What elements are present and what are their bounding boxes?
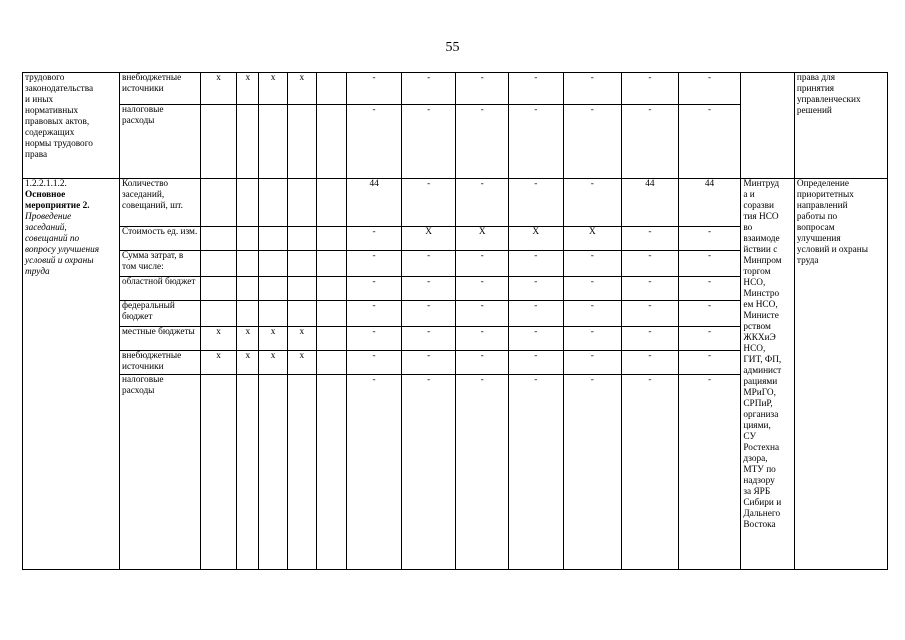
value-cell: - [622,277,679,301]
value-cell: X [401,227,456,251]
empty-cell [317,105,347,179]
x-mark-cell: x [259,73,287,105]
empty-cell [317,351,347,375]
x-mark-cell [200,105,236,179]
value-cell: - [622,227,679,251]
value-cell: - [456,251,509,277]
executor-line: Востока [743,520,776,530]
measures-table [22,72,888,570]
measure-name-cell [23,179,120,570]
value-cell: - [508,327,563,351]
result-line: улучшения [796,234,841,244]
measure-name-cell [23,73,120,179]
page-number: 55 [445,40,460,55]
x-mark-cell: x [200,351,236,375]
executor-line: НСО, [743,278,766,288]
value-cell: - [508,375,563,570]
value-cell: - [508,351,563,375]
x-mark-cell [259,301,287,327]
measure-description [25,212,99,277]
value-cell: - [456,351,509,375]
x-mark-cell: x [237,351,259,375]
value-cell: - [678,375,741,570]
value-cell: - [678,227,741,251]
executor-line: за ЯРБ [743,487,771,497]
measure-name-line: нормы трудового [25,139,93,149]
table-row [23,179,888,227]
measure-code: 1.2.2.1.1.2. [25,179,67,189]
value-cell: - [347,327,402,351]
executor-line: Министе [743,311,779,321]
value-cell: - [456,375,509,570]
value-cell: - [622,327,679,351]
executor-line: Минтруд [743,179,780,189]
measure-description-line: совещаний по [25,234,80,244]
empty-cell [317,179,347,227]
measure-name-line: трудового [25,73,65,83]
executor-line: организа [743,410,779,420]
value-cell: - [508,73,563,105]
value-cell: - [456,73,509,105]
value-cell: - [678,251,741,277]
value-cell: - [622,375,679,570]
value-cell: - [508,251,563,277]
empty-cell [317,73,347,105]
table-row [23,73,888,105]
result-cell [794,73,887,179]
row-label: областной бюджет [120,277,201,301]
executor-line: соразви [743,201,774,211]
result-line: работы по [796,212,838,222]
value-cell: - [678,105,741,179]
value-cell: 44 [678,179,741,227]
value-cell: - [678,277,741,301]
executor-line: ЖКХиЭ [743,333,776,343]
value-cell: - [622,251,679,277]
executor-line: а и [743,190,755,200]
value-cell: - [401,327,456,351]
x-mark-cell [287,105,316,179]
row-label: внебюджетные источники [120,73,201,105]
measure-name-line: и иных [25,95,54,105]
x-mark-cell: x [259,351,287,375]
x-mark-cell [237,179,259,227]
x-mark-cell [237,375,259,570]
value-cell: 44 [347,179,402,227]
executor-line: тия НСО [743,212,779,222]
x-mark-cell: x [200,327,236,351]
result-line: вопросам [796,223,835,233]
row-label: налоговые расходы [120,375,201,570]
x-mark-cell [259,105,287,179]
executor-line: йствии с [743,245,778,255]
executor-line: ГИТ, ФП, [743,355,782,365]
value-cell: - [508,179,563,227]
x-mark-cell: x [237,73,259,105]
executor-line: Сибири и [743,498,782,508]
value-cell: - [401,277,456,301]
value-cell: - [401,73,456,105]
executor-line: ем НСО, [743,300,778,310]
x-mark-cell [237,105,259,179]
row-label: Количество заседаний, совещаний, шт. [120,179,201,227]
measure-name-line: права [25,150,48,160]
value-cell: - [678,351,741,375]
result-line: права для [796,73,836,83]
result-line: принятия [796,84,835,94]
measure-description-line: вопросу улучшения [25,245,100,255]
empty-cell [317,375,347,570]
value-cell: - [347,277,402,301]
value-cell: - [401,301,456,327]
executor-line: во [743,223,753,233]
row-label: налоговые расходы [120,105,201,179]
value-cell: - [347,301,402,327]
measure-name-line: содержащих [25,128,75,138]
result-cell [794,179,887,570]
executor-line: СРПиР, [743,399,773,409]
row-label: Стоимость ед. изм. [120,227,201,251]
result-line: приоритетных [796,190,854,200]
value-cell: - [508,277,563,301]
x-mark-cell [200,251,236,277]
x-mark-cell: x [287,73,316,105]
x-mark-cell [259,251,287,277]
executor-line: СУ [743,432,757,442]
value-cell: - [401,105,456,179]
row-label: Сумма затрат, в том числе: [120,251,201,277]
x-mark-cell [287,179,316,227]
value-cell: - [347,227,402,251]
measure-description-line: заседаний, [25,223,67,233]
measure-description-line: условий и охраны [25,256,94,266]
measure-title: Основное мероприятие 2. [25,190,90,211]
measure-description-line: Проведение [25,212,72,222]
executor-line: МРиГО, [743,388,776,398]
x-mark-cell [237,277,259,301]
executor-line: дзора, [743,454,768,464]
x-mark-cell [287,277,316,301]
row-label: внебюджетные источники [120,351,201,375]
value-cell: - [622,351,679,375]
x-mark-cell [200,277,236,301]
x-mark-cell [287,251,316,277]
value-cell: - [563,73,622,105]
x-mark-cell [287,227,316,251]
x-mark-cell [200,301,236,327]
value-cell: - [563,327,622,351]
executor-line: Ростехна [743,443,780,453]
value-cell: - [678,327,741,351]
executor-cell [741,73,795,179]
value-cell: X [508,227,563,251]
value-cell: - [456,327,509,351]
empty-cell [317,251,347,277]
value-cell: - [563,301,622,327]
measure-name-line: нормативных [25,106,79,116]
value-cell: - [678,73,741,105]
result-line: труда [796,256,819,266]
x-mark-cell [237,301,259,327]
x-mark-cell [287,301,316,327]
row-label: федеральный бюджет [120,301,201,327]
x-mark-cell: x [287,327,316,351]
executor-line: циями, [743,421,771,431]
x-mark-cell: x [237,327,259,351]
value-cell: - [456,301,509,327]
x-mark-cell: x [200,73,236,105]
x-mark-cell: x [287,351,316,375]
empty-cell [317,327,347,351]
value-cell: - [563,351,622,375]
value-cell: - [347,73,402,105]
value-cell: - [508,301,563,327]
value-cell: X [456,227,509,251]
executor-line: НСО, [743,344,766,354]
result-line: решений [796,106,832,116]
result-line: управленческих [796,95,861,105]
value-cell: - [401,351,456,375]
x-mark-cell [259,227,287,251]
value-cell: - [347,105,402,179]
value-cell: - [563,251,622,277]
measure-name-line: законодательства [25,84,94,94]
result-line: Определение [796,179,849,189]
value-cell: - [563,105,622,179]
executor-line: Минстро [743,289,780,299]
value-cell: - [563,375,622,570]
result-line: условий и охраны [796,245,868,255]
value-cell: - [401,251,456,277]
measure-description-line: труда [25,267,50,277]
x-mark-cell [200,227,236,251]
value-cell: - [622,73,679,105]
executor-line: торгом [743,267,771,277]
empty-cell [317,227,347,251]
value-cell: - [622,301,679,327]
empty-cell [317,301,347,327]
executor-line: Минпром [743,256,782,266]
value-cell: - [563,179,622,227]
executor-line: рациями [743,377,778,387]
value-cell: - [456,179,509,227]
x-mark-cell [259,277,287,301]
value-cell: 44 [622,179,679,227]
executor-line: админист [743,366,782,376]
value-cell: - [508,105,563,179]
measure-name-line: правовых актов, [25,117,90,127]
x-mark-cell [200,179,236,227]
value-cell: - [456,105,509,179]
value-cell: - [456,277,509,301]
executor-line: надзору [743,476,775,486]
x-mark-cell [237,227,259,251]
result-line: направлений [796,201,848,211]
executor-cell [741,179,795,570]
value-cell: - [401,375,456,570]
value-cell: - [347,375,402,570]
x-mark-cell [259,179,287,227]
x-mark-cell [259,375,287,570]
empty-cell [317,277,347,301]
executor-line: взаимоде [743,234,780,244]
row-label: местные бюджеты [120,327,201,351]
x-mark-cell [237,251,259,277]
value-cell: X [563,227,622,251]
x-mark-cell [200,375,236,570]
value-cell: - [347,351,402,375]
x-mark-cell [287,375,316,570]
value-cell: - [622,105,679,179]
value-cell: - [347,251,402,277]
executor-line: МТУ по [743,465,776,475]
executor-line: рством [743,322,771,332]
executor-line: Дальнего [743,509,781,519]
value-cell: - [678,301,741,327]
value-cell: - [563,277,622,301]
x-mark-cell: x [259,327,287,351]
value-cell: - [401,179,456,227]
